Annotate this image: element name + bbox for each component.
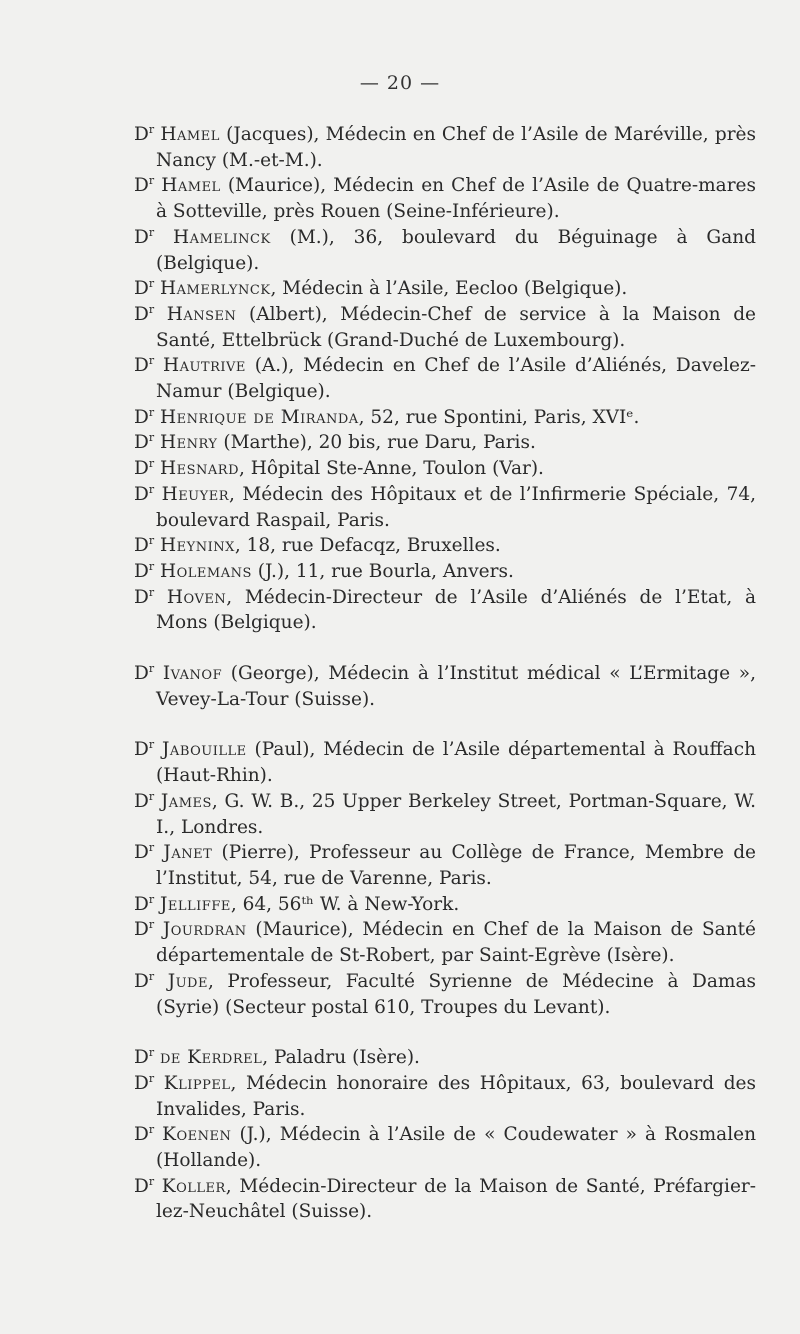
entry-title-superscript: r	[148, 354, 155, 368]
entry-title: D	[134, 560, 149, 582]
entry-title-superscript: r	[148, 456, 155, 470]
entry-surname: Hoven	[166, 586, 227, 608]
entry-title-superscript: r	[148, 302, 155, 316]
directory-entry	[134, 1122, 756, 1173]
entry-details: (Paul), Médecin de l’Asile départemental à Rouffach (Haut-Rhin).	[156, 739, 756, 787]
entry-title-superscript: r	[148, 174, 155, 188]
entry-surname: Hamelinck	[173, 226, 271, 248]
directory-entry	[134, 430, 756, 456]
entry-surname: Hamel	[160, 124, 220, 145]
member-list	[134, 122, 756, 1225]
entry-title: D	[134, 1047, 149, 1069]
entry-title: D	[134, 303, 149, 325]
entry-title-superscript: r	[148, 789, 155, 803]
entry-title: D	[134, 663, 149, 685]
entry-surname: Henrique de Miranda	[160, 406, 359, 428]
directory-entry	[134, 661, 756, 712]
entry-surname: Heuyer	[161, 483, 230, 505]
entry-details: (M.), 36, boulevard du Béguinage à Gand (Belgique).	[156, 226, 756, 274]
entry-title-superscript: r	[148, 405, 155, 419]
directory-entry	[134, 559, 756, 585]
entry-title: D	[134, 1072, 149, 1094]
entry-details: (Pierre), Professeur au Collège de France, Membre de l’Institut, 54, rue de Varenne, Paris.	[156, 842, 756, 889]
entry-details: , Médecin des Hôpitaux et de l’Infirmerie Spéciale, 74, boulevard Raspail, Paris.	[156, 483, 756, 531]
entry-title-superscript: r	[148, 738, 155, 752]
entry-title-superscript: r	[148, 1123, 155, 1137]
directory-entry	[134, 917, 756, 968]
directory-entry	[134, 456, 756, 482]
entry-details: , Professeur, Faculté Syrienne de Médecine à Damas (Syrie) (Secteur postal 610, Troupes du Levant).	[156, 970, 756, 1018]
directory-entry	[134, 405, 756, 431]
entry-surname: Jourdran	[162, 919, 247, 941]
entry-title: D	[134, 842, 149, 864]
entry-title-superscript: r	[148, 585, 155, 599]
entry-surname: Koller	[161, 1175, 226, 1197]
entry-details: , G. W. B., 25 Upper Berkeley Street, Portman-Square, W. I., Londres.	[156, 790, 756, 838]
directory-entry	[134, 737, 756, 788]
directory-entry	[134, 122, 756, 173]
entry-title-superscript: r	[148, 534, 155, 548]
directory-entry	[134, 1045, 756, 1071]
directory-entry	[134, 892, 756, 918]
entry-title: D	[134, 355, 149, 377]
entry-title: D	[134, 1175, 149, 1197]
entry-title-superscript: r	[148, 1174, 155, 1188]
directory-entry	[134, 1174, 756, 1225]
entry-details: (Maurice), Médecin en Chef de l’Asile de Quatre-mares à Sotteville, près Rouen (Seine-Inférieure).	[156, 175, 756, 223]
directory-entry	[134, 353, 756, 404]
entry-title-superscript: r	[148, 1071, 155, 1085]
entry-title-superscript: r	[148, 559, 155, 573]
entry-surname: Hesnard	[160, 458, 240, 480]
entry-title: D	[134, 483, 149, 505]
entry-details: , Médecin-Directeur de l’Asile d’Aliénés de l’Etat, à Mons (Belgique).	[156, 586, 756, 634]
entry-details: , 64, 56ᵗʰ W. à New-York.	[230, 893, 460, 915]
entry-surname: Ivanof	[162, 663, 223, 685]
entry-surname: Hamel	[161, 175, 221, 197]
entry-details: (J.), 11, rue Bourla, Anvers.	[251, 560, 514, 582]
entry-title-superscript: r	[148, 892, 155, 906]
group-separator	[134, 636, 756, 661]
entry-surname: de Kerdrel	[160, 1047, 263, 1069]
entry-details: , 52, rue Spontini, Paris, XVIᵉ.	[358, 406, 640, 428]
entry-title-superscript: r	[148, 841, 155, 855]
entry-surname: Klippel	[163, 1072, 231, 1094]
directory-entry	[134, 840, 756, 891]
directory-entry	[134, 969, 756, 1020]
entry-surname: Henry	[160, 432, 218, 454]
entry-title: D	[134, 739, 149, 761]
entry-title: D	[134, 458, 149, 480]
entry-title: D	[134, 970, 149, 992]
directory-entry	[134, 1071, 756, 1122]
entry-surname: Hansen	[166, 303, 237, 325]
entry-surname: Jabouille	[162, 739, 247, 761]
entry-details: , Paladru (Isère).	[262, 1047, 420, 1069]
entry-surname: Koenen	[162, 1124, 232, 1146]
entry-title: D	[134, 124, 149, 145]
directory-entry	[134, 533, 756, 559]
entry-details: , Médecin à l’Asile, Eecloo (Belgique).	[270, 278, 628, 300]
directory-entry	[134, 789, 756, 840]
entry-details: , Hôpital Ste-Anne, Toulon (Var).	[239, 458, 544, 480]
entry-surname: Holemans	[160, 560, 252, 582]
entry-surname: James	[160, 790, 212, 812]
entry-title: D	[134, 432, 149, 454]
entry-details: (George), Médecin à l’Institut médical « L’Ermitage », Vevey-La-Tour (Suisse).	[156, 663, 756, 710]
directory-entry	[134, 482, 756, 533]
entry-title-superscript: r	[148, 431, 155, 445]
entry-details: (Marthe), 20 bis, rue Daru, Paris.	[217, 432, 536, 454]
entry-details: (J.), Médecin à l’Asile de « Coudewater » à Rosmalen (Hollande).	[156, 1124, 756, 1172]
group-separator	[134, 1020, 756, 1045]
entry-title: D	[134, 790, 149, 812]
entry-details: (Albert), Médecin-Chef de service à la Maison de Santé, Ettelbrück (Grand-Duché de Luxembourg).	[156, 303, 756, 351]
entry-details: (Jacques), Médecin en Chef de l’Asile de Maréville, près Nancy (M.-et-M.).	[156, 124, 756, 171]
entry-title-superscript: r	[148, 225, 155, 239]
entry-surname: Heyninx	[160, 535, 235, 557]
entry-title: D	[134, 535, 149, 557]
entry-details: , 18, rue Defacqz, Bruxelles.	[234, 535, 501, 557]
entry-title-superscript: r	[148, 969, 155, 983]
entry-title-superscript: r	[148, 1046, 155, 1060]
directory-entry	[134, 173, 756, 224]
entry-title: D	[134, 1124, 149, 1146]
entry-title-superscript: r	[148, 122, 155, 136]
entry-title-superscript: r	[148, 482, 155, 496]
entry-surname: Hautrive	[162, 355, 246, 377]
directory-entry	[134, 585, 756, 636]
entry-title: D	[134, 586, 149, 608]
entry-title-superscript: r	[148, 918, 155, 932]
entry-surname: Jelliffe	[160, 893, 231, 915]
entry-title: D	[134, 893, 149, 915]
entry-title: D	[134, 226, 149, 248]
group-separator	[134, 712, 756, 737]
directory-entry	[134, 302, 756, 353]
entry-title: D	[134, 175, 149, 197]
entry-title: D	[134, 919, 149, 941]
entry-title-superscript: r	[148, 661, 155, 675]
entry-title-superscript: r	[148, 277, 155, 291]
page-number: — 20 —	[359, 72, 441, 94]
directory-entry	[134, 276, 756, 302]
entry-details: (Maurice), Médecin en Chef de la Maison de Santé départementale de St-Robert, par Saint-Egrève (Isère).	[156, 919, 756, 967]
entry-details: (A.), Médecin en Chef de l’Asile d’Aliénés, Davelez-Namur (Belgique).	[156, 355, 757, 403]
entry-details: , Médecin honoraire des Hôpitaux, 63, boulevard des Invalides, Paris.	[156, 1072, 756, 1120]
entry-title: D	[134, 406, 149, 428]
entry-details: , Médecin-Directeur de la Maison de Santé, Préfargier-lez-Neuchâtel (Suisse).	[156, 1175, 756, 1223]
entry-surname: Hamerlynck	[160, 278, 271, 300]
directory-entry	[134, 225, 756, 276]
entry-title: D	[134, 278, 149, 300]
entry-surname: Jude	[167, 970, 208, 992]
entry-surname: Janet	[163, 842, 213, 864]
